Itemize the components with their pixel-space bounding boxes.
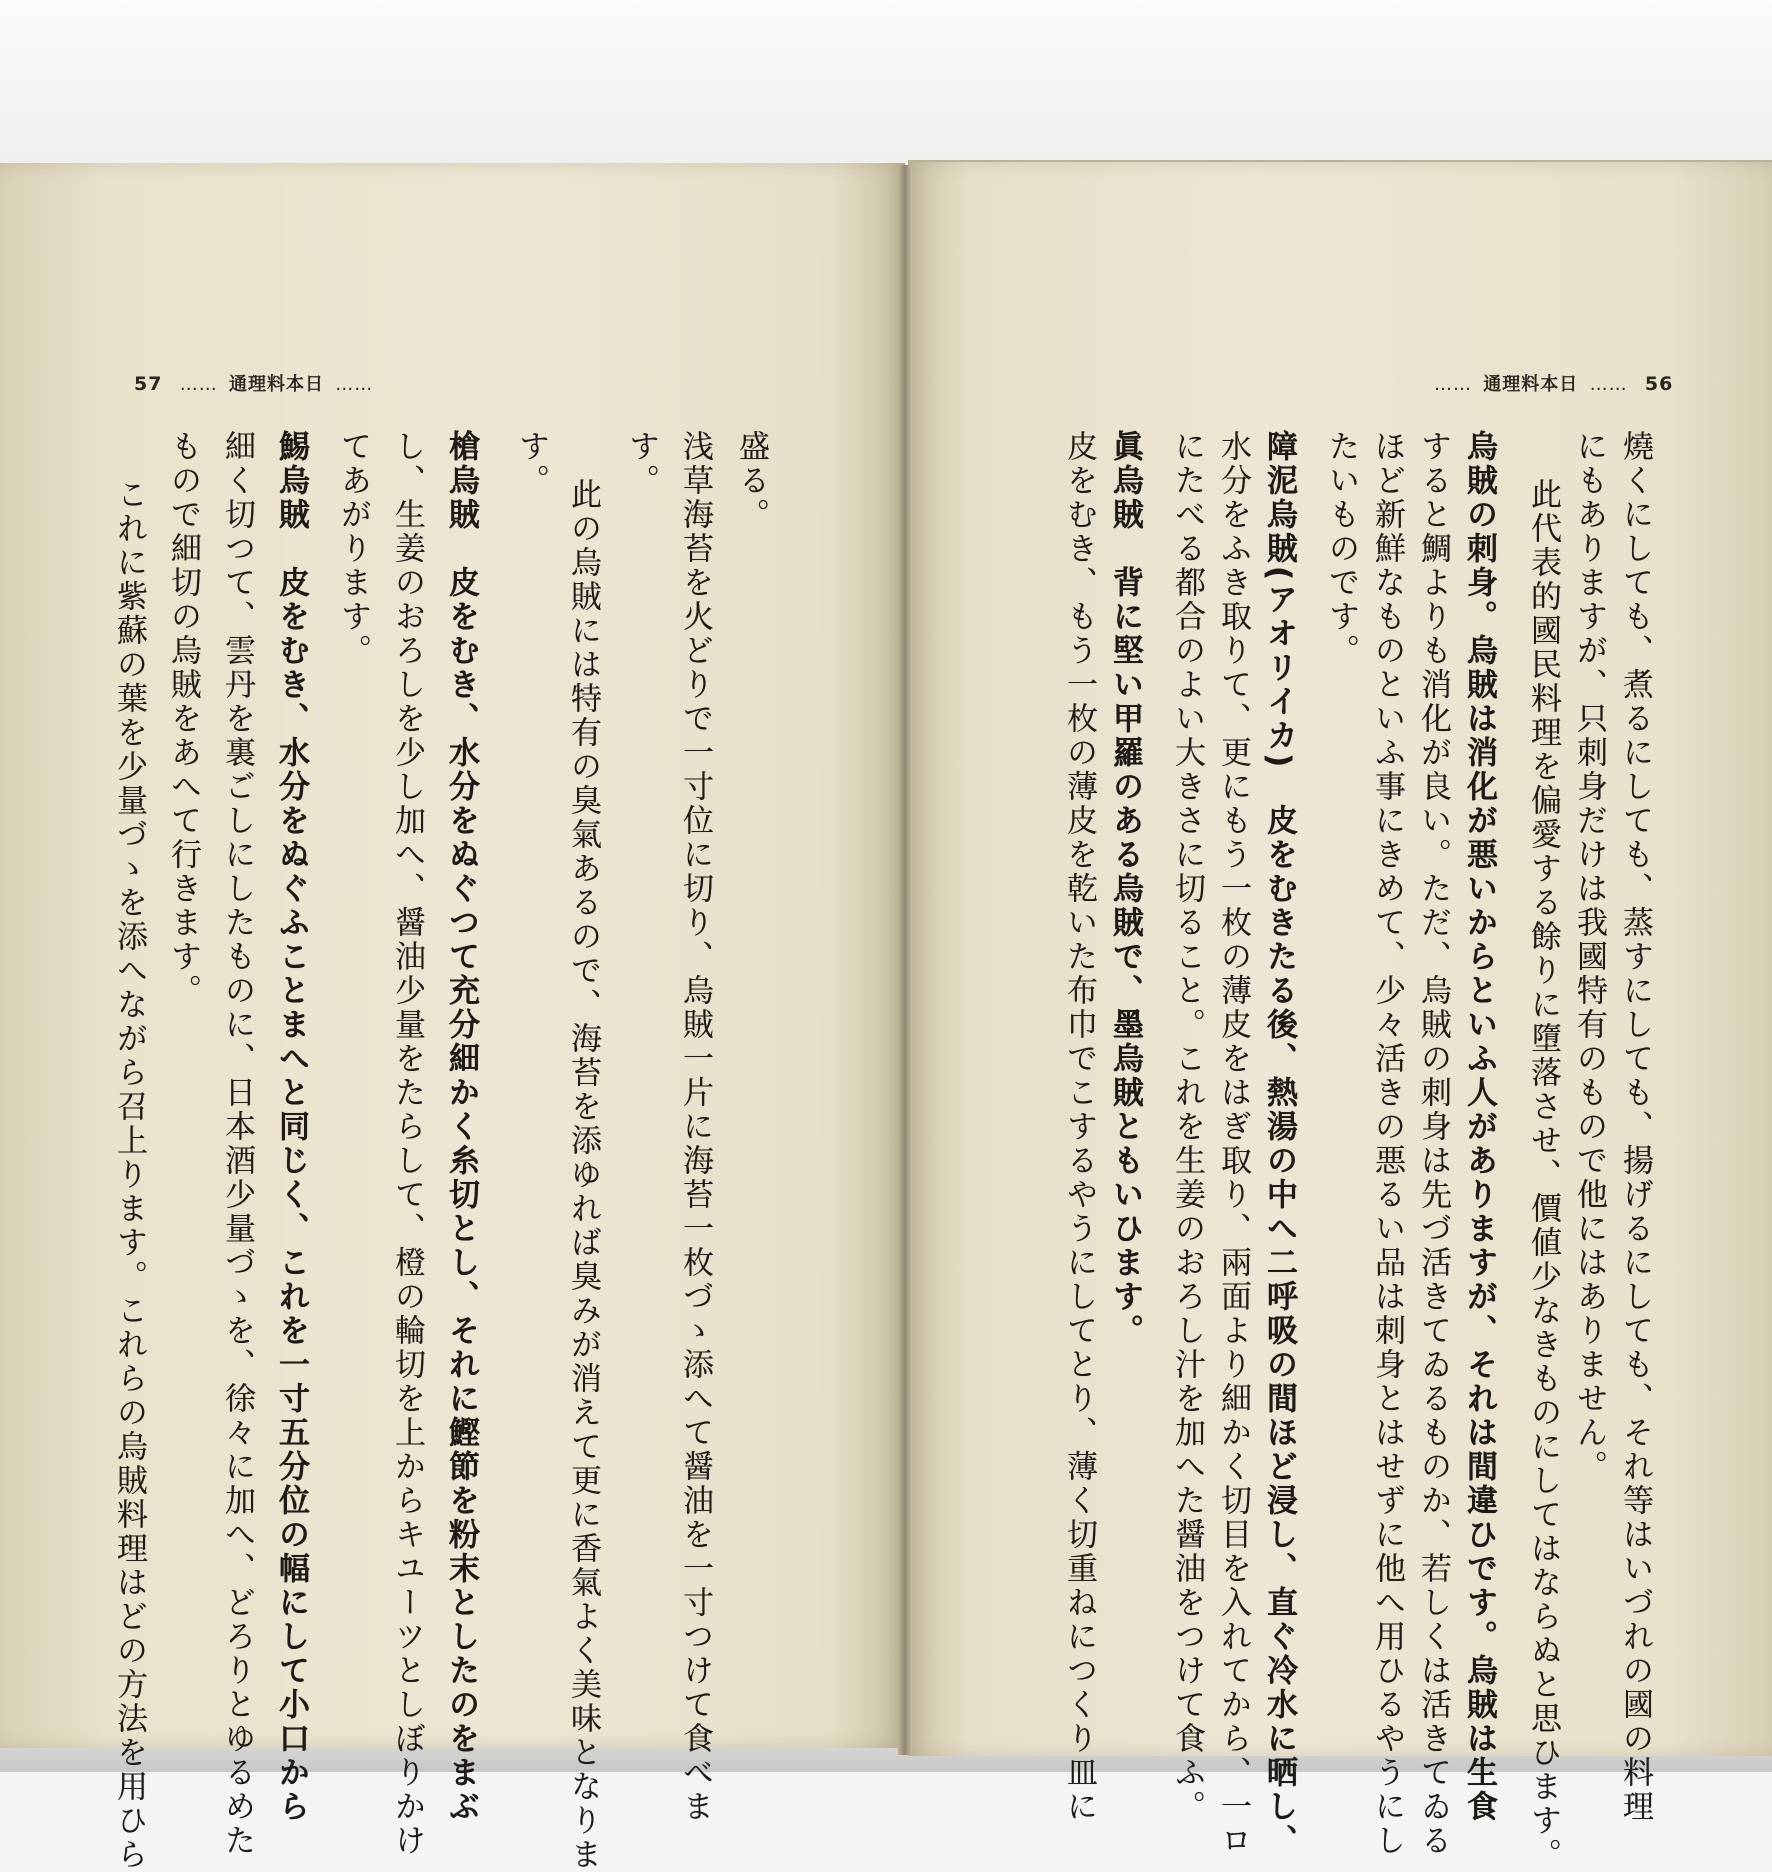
left-text-column: 鯣烏賊 皮をむき、水分をぬぐふことまへと同じく、これを一寸五分位の幅にして小口から [273, 430, 309, 1824]
left-text-column: 槍烏賊 皮をむき、水分をぬぐつて充分細かく糸切とし、それに鰹節を粉末としたのをまぶ [443, 430, 479, 1824]
right-text-column: 障泥烏賊(アオリイカ) 皮をむきたる後、熱湯の中へ二呼吸の間ほど浸し、直ぐ冷水に晒し、 [1261, 430, 1297, 1859]
right-page-header [1430, 370, 1679, 396]
right-text-column: すると鯛よりも消化が良い。ただ、烏賊の刺身は先づ活きてゐるものか、若しくは活きてゐる [1415, 430, 1451, 1858]
right-text-column: 烏賊の刺身。烏賊は消化が悪いからといふ人がありますが、それは間違ひです。烏賊は生食 [1461, 430, 1497, 1824]
left-text-column: 此の烏賊には特有の臭氣あるので、海苔を添ゆれば臭みが消えて更に香氣よく美味となりま [565, 478, 601, 1872]
right-header-dots: …… [1434, 374, 1472, 395]
right-text-column: 眞烏賊 背に堅い甲羅のある烏賊で、墨烏賊ともいひます。 [1107, 430, 1143, 1348]
right-text-column: 此代表的國民料理を偏愛する餘りに墮落させ、價値少なきものにしてはならぬと思ひます。 [1525, 478, 1561, 1872]
right-text-column: ほど新鮮なものといふ事にきめて、少々活きの悪るい品は刺身とはせずに他へ用ひるやうにし [1369, 430, 1405, 1858]
right-text-column: 燒くにしても、煮るにしても、蒸すにしても、揚げるにしても、それ等はいづれの國の料理 [1617, 430, 1653, 1824]
left-text-column: 浅草海苔を火どりで一寸位に切り、烏賊一片に海苔一枚づゝ添へて醤油を一寸つけて食べま [677, 430, 713, 1824]
left-page-number: 57 [134, 373, 163, 395]
left-text-column: これに紫蘇の葉を少量づゝを添へながら召上ります。これらの烏賊料理はどの方法を用ひら [111, 478, 147, 1872]
left-text-column: てあがります。 [335, 430, 371, 668]
right-header-dots: …… [1589, 374, 1628, 395]
right-page-number: 56 [1644, 373, 1674, 395]
left-text-column: し、生姜のおろしを少し加へ、醤油少量をたらして、橙の輪切を上からキユーツとしぼりかけ [389, 430, 425, 1858]
left-text-column: す。 [623, 430, 659, 498]
left-text-column: 盛る。 [733, 430, 769, 532]
left-page-header [128, 370, 377, 396]
left-header-dots: …… [179, 374, 218, 395]
background-top [0, 0, 1772, 170]
right-text-column: 皮をむき、もう一枚の薄皮を乾いた布巾でこするやうにしてとり、薄く切重ねにつくり皿に [1061, 430, 1097, 1824]
left-text-column: もので細切の烏賊をあへて行きます。 [165, 430, 201, 1008]
right-running-head: 通理料本日 [1483, 374, 1579, 395]
left-header-dots: …… [335, 374, 374, 395]
right-text-column: にたべる都合のよい大きさに切ること。これを生姜のおろし汁を加へた醤油をつけて食ふ。 [1169, 430, 1205, 1824]
left-running-head: 通理料本日 [229, 374, 325, 395]
right-text-column: たいものです。 [1323, 430, 1359, 668]
left-text-column: す。 [513, 430, 549, 498]
book-gutter [898, 165, 912, 1755]
right-text-column: 水分をふき取りて、更にもう一枚の薄皮をはぎ取り、兩面より細かく切目を入れてから、一ロ [1215, 430, 1251, 1858]
left-text-column: 細く切つて、雲丹を裏ごしにしたものに、日本酒少量づゝを、徐々に加へ、どろりとゆるめた [219, 430, 255, 1858]
right-text-column: にもありますが、只刺身だけは我國特有のもので他にはありません。 [1571, 430, 1607, 1484]
